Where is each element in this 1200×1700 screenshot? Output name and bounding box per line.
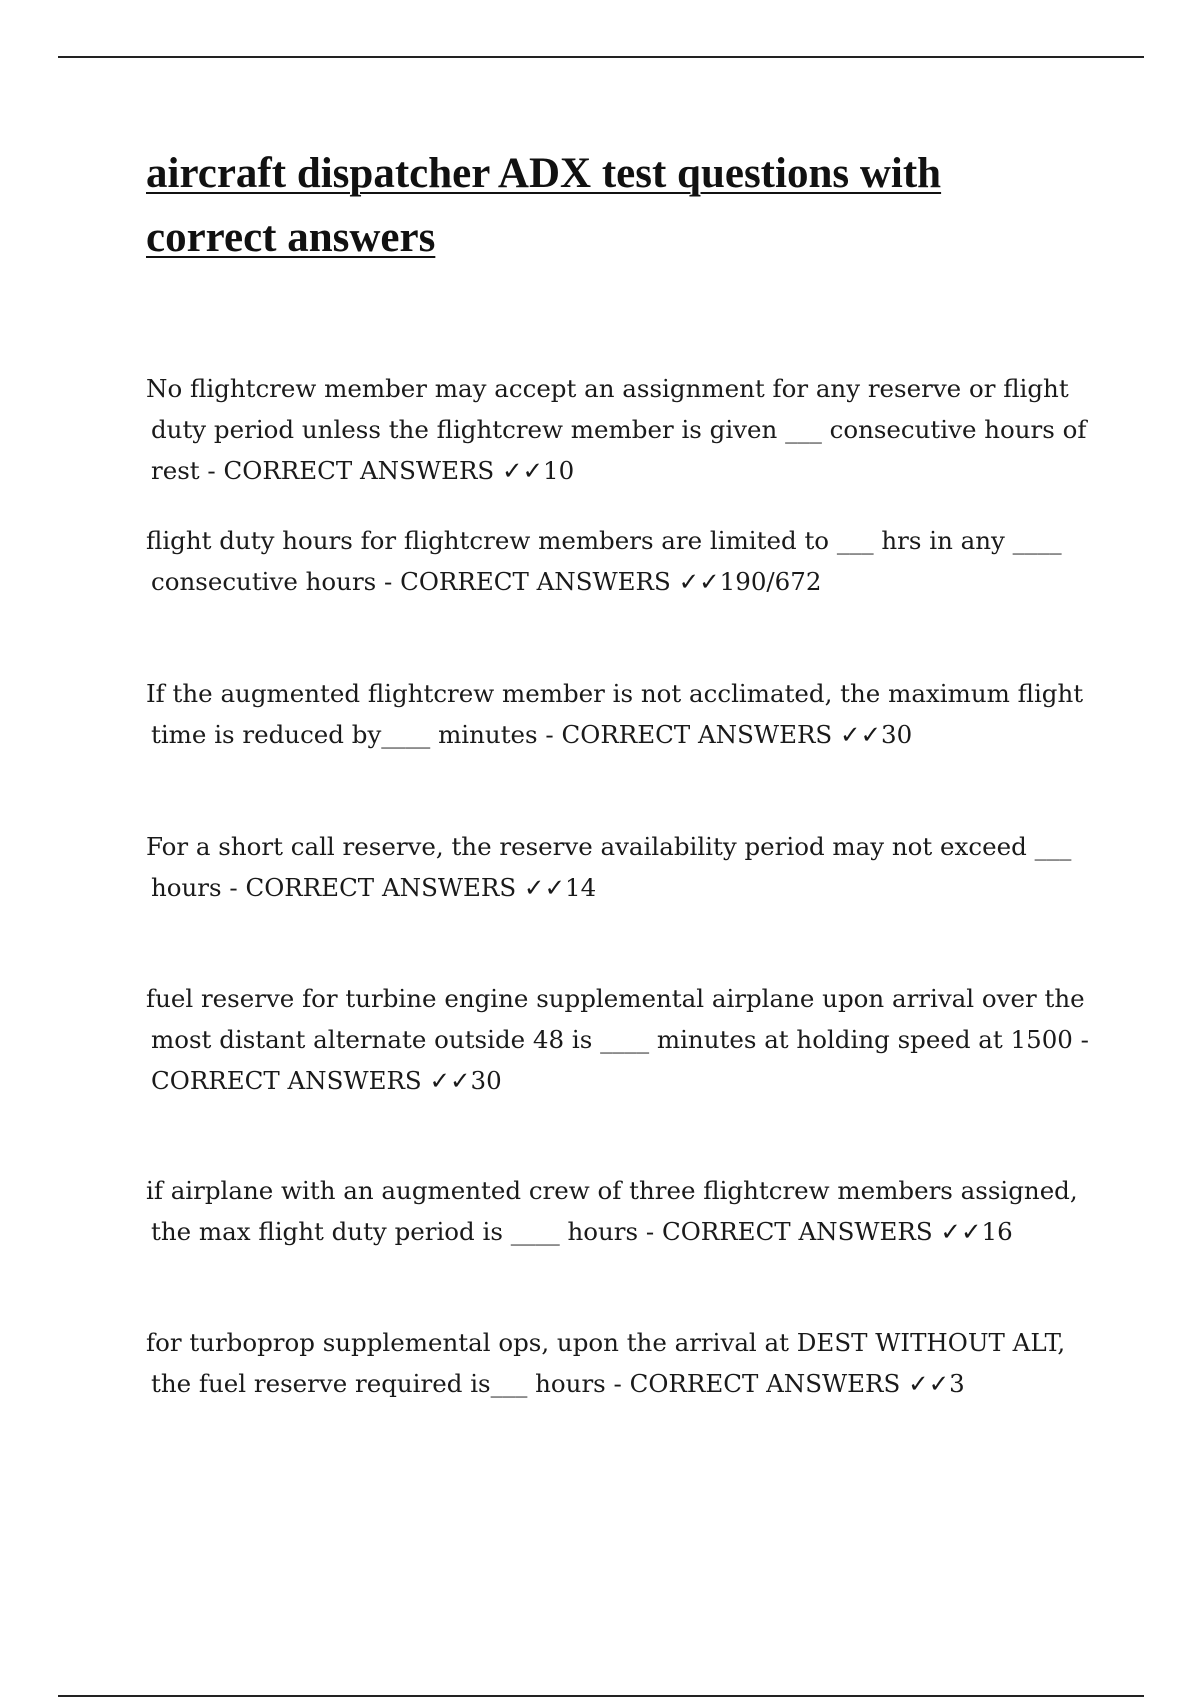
qa-item (146, 520, 1091, 602)
separator: - (221, 873, 246, 902)
qa-item (146, 1170, 1091, 1252)
answer-marker: CORRECT ANSWERS ✓✓ (561, 720, 882, 749)
question-text: if airplane with an augmented crew of three flightcrew members assigned, the max flight duty period is ____ hours (146, 1176, 1078, 1246)
answer-text: 30 (881, 720, 913, 749)
answer-marker: CORRECT ANSWERS ✓✓ (661, 1217, 982, 1246)
separator: - (376, 567, 401, 596)
separator: - (605, 1369, 630, 1398)
top-rule (58, 56, 1144, 58)
answer-marker: CORRECT ANSWERS ✓✓ (223, 456, 544, 485)
separator: - (199, 456, 224, 485)
document-title: aircraft dispatcher ADX test questions with correct answers (146, 150, 942, 261)
qa-item (146, 673, 1091, 755)
answer-text: 10 (543, 456, 575, 485)
question-text: fuel reserve for turbine engine supplemental airplane upon arrival over the most distant alternate outside 48 is ____ minutes at holding speed at 1500 (146, 984, 1085, 1054)
question-text: flight duty hours for flightcrew members are limited to ___ hrs in any ____ consecutive hours (146, 526, 1062, 596)
answer-text: 16 (981, 1217, 1013, 1246)
qa-item (146, 368, 1091, 491)
answer-marker: CORRECT ANSWERS ✓✓ (400, 567, 720, 596)
qa-item (146, 1322, 1091, 1404)
question-text: No flightcrew member may accept an assignment for any reserve or flight duty period unless the flightcrew member is given ___ consecutive hours of rest (146, 374, 1087, 485)
separator: - (537, 720, 562, 749)
bottom-rule (58, 1695, 1144, 1697)
question-text: If the augmented flightcrew member is not acclimated, the maximum flight time is reduced by____ minutes (146, 679, 1084, 749)
question-text: for turboprop supplemental ops, upon the arrival at DEST WITHOUT ALT, the fuel reserve required is___ hours (146, 1328, 1066, 1398)
answer-marker: CORRECT ANSWERS ✓✓ (629, 1369, 950, 1398)
answer-text: 190/672 (719, 567, 822, 596)
answer-marker: CORRECT ANSWERS ✓✓ (151, 1066, 471, 1095)
answer-text: 3 (949, 1369, 965, 1398)
separator: - (638, 1217, 662, 1246)
qa-item (146, 978, 1091, 1101)
separator: - (1072, 1025, 1089, 1054)
question-text: For a short call reserve, the reserve availability period may not exceed ___ hours (146, 832, 1072, 902)
qa-item (146, 826, 1091, 908)
answer-marker: CORRECT ANSWERS ✓✓ (245, 873, 565, 902)
answer-text: 14 (565, 873, 597, 902)
answer-text: 30 (470, 1066, 502, 1095)
